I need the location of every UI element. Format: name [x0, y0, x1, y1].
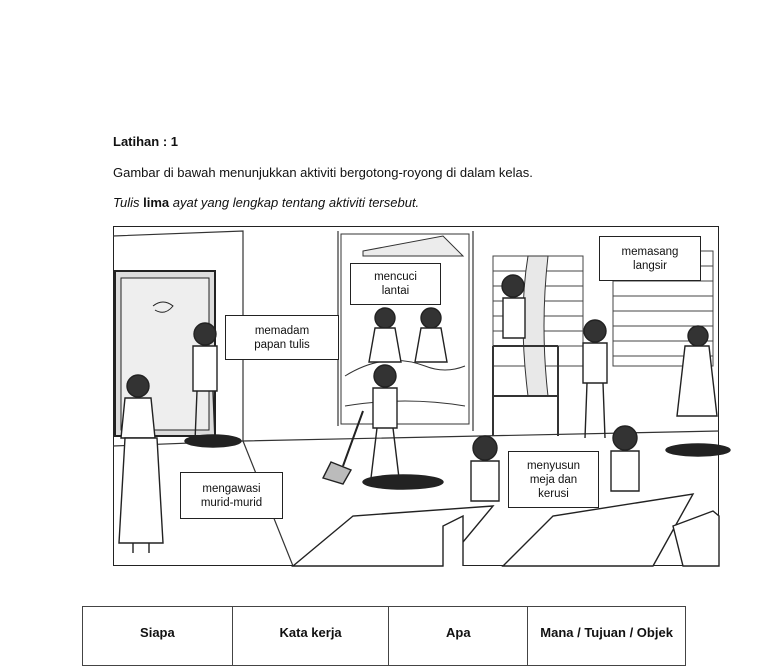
label-mengawasi-murid-murid: mengawasi murid-murid: [180, 472, 283, 519]
label-memadam-papan-tulis: memadam papan tulis: [225, 315, 339, 360]
col-header-kata-kerja: Kata kerja: [232, 607, 389, 666]
col-header-apa: Apa: [389, 607, 528, 666]
exercise-task: [113, 195, 419, 210]
label-memasang-langsir: memasang langsir: [599, 236, 701, 281]
col-header-mana-tujuan-objek: Mana / Tujuan / Objek: [528, 607, 686, 666]
task-post: ayat yang lengkap tentang aktiviti tersebut.: [169, 195, 420, 210]
label-mencuci-lantai: mencuci lantai: [350, 263, 441, 305]
answer-table: [82, 606, 686, 640]
exercise-heading: Latihan : 1: [113, 134, 179, 149]
task-bold: lima: [143, 195, 170, 210]
label-menyusun-meja-dan-kerusi: menyusun meja dan kerusi: [508, 451, 599, 508]
classroom-illustration: [113, 226, 719, 566]
task-pre: Tulis: [113, 195, 144, 210]
col-header-siapa: Siapa: [83, 607, 233, 666]
exercise-instruction: Gambar di bawah menunjukkan aktiviti bergotong-royong di dalam kelas.: [113, 165, 533, 180]
